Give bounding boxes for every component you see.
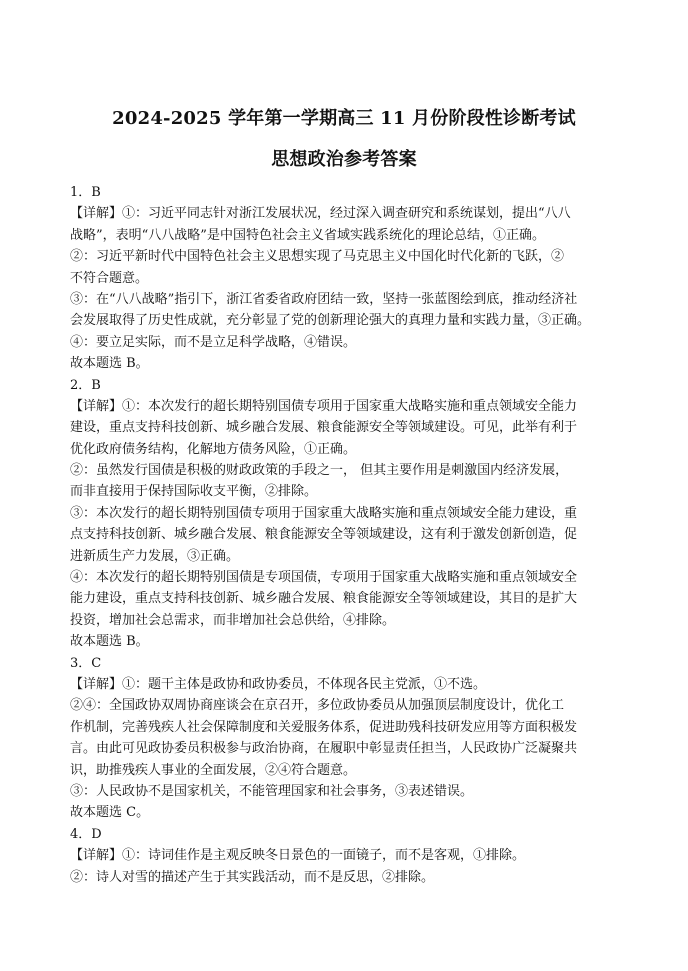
text-line: 4．D	[70, 826, 102, 842]
text-line: 言。由此可见政协委员积极参与政治协商，在履职中彰显责任担当，人民政协广泛凝聚共	[70, 741, 578, 757]
text-line: 故本题选 B。	[70, 356, 149, 372]
text-line: 不符合题意。	[70, 270, 149, 286]
text-line: 【详解】①：题干主体是政协和政协委员，不体现各民主党派，①不选。	[70, 676, 487, 692]
text-line: 进新质生产力发展，③正确。	[70, 548, 240, 564]
text-line: 识，助推残疾人事业的全面发展，②④符合题意。	[70, 762, 357, 778]
text-line: 1．B	[70, 185, 101, 200]
text-line: 而非直接用于保持国际收支平衡，②排除。	[70, 484, 318, 500]
text-line: ④：本次发行的超长期特别国债是专项国债，专项用于国家重大战略实施和重点领域安全	[70, 570, 578, 586]
text-line: 【详解】①：本次发行的超长期特别国债专项用于国家重大战略实施和重点领域安全能力	[70, 398, 578, 414]
page-title: 2024-2025 学年第一学期高三 11 月份阶段性诊断考试	[112, 108, 576, 129]
text-line: ②：诗人对雪的描述产生于其实践活动，而不是反思，②排除。	[70, 869, 435, 885]
text-line: 2．B	[70, 377, 101, 393]
text-line: 故本题选 C。	[70, 805, 150, 821]
text-line: 【详解】①：习近平同志针对浙江发展状况，经过深入调查研究和系统谋划，提出“八八	[70, 206, 571, 222]
text-line: 能力建设，重点支持科技创新、城乡融合发展、粮食能源安全等领域建设，其目的是扩大	[70, 591, 578, 607]
text-line: ③：本次发行的超长期特别国债专项用于国家重大战略实施和重点领域安全能力建设，重	[70, 505, 578, 521]
text-line: ③：人民政协不是国家机关，不能管理国家和社会事务，③表述错误。	[70, 783, 474, 799]
text-line: ②：习近平新时代中国特色社会主义思想实现了马克思主义中国化时代化新的飞跃，②	[70, 249, 565, 265]
text-line: 【详解】①：诗词佳作是主观反映冬日景色的一面镜子，而不是客观，①排除。	[70, 848, 526, 864]
text-line: ②：虽然发行国债是积极的财政政策的手段之一， 但其主要作用是刺激国内经济发展，	[70, 463, 569, 479]
text-line: 会发展取得了历史性成就，充分彰显了党的创新理论强大的真理力量和实践力量，③正确。	[70, 313, 591, 329]
text-line: 建设，重点支持科技创新、城乡融合发展、粮食能源安全等领域建设。可见，此举有利于	[70, 420, 578, 436]
text-line: 3．C	[70, 655, 102, 671]
text-line: ④：要立足实际，而不是立足科学战略，④错误。	[70, 334, 357, 350]
text-line: ②④：全国政协双周协商座谈会在京召开，多位政协委员从加强顶层制度设计，优化工	[70, 698, 565, 714]
text-line: 作机制，完善残疾人社会保障制度和关爱服务体系，促进助残科技研发应用等方面积极发	[70, 719, 578, 735]
text-line: ③：在“八八战略”指引下，浙江省委省政府团结一致，坚持一张蓝图绘到底，推动经济社	[70, 291, 578, 307]
answer-content	[70, 182, 630, 888]
text-line: 故本题选 B。	[70, 634, 149, 650]
text-line: 点支持科技创新、城乡融合发展、粮食能源安全等领域建设，这有利于激发创新创造，促	[70, 527, 578, 543]
page-subtitle: 思想政治参考答案	[271, 149, 417, 170]
text-line: 优化政府债务结构，化解地方债务风险，①正确。	[70, 441, 357, 457]
text-line: 投资，增加社会总需求，而非增加社会总供给，④排除。	[70, 612, 396, 628]
text-line: 战略”，表明“八八战略”是中国特色社会主义省域实践系统化的理论总结，①正确。	[70, 227, 545, 243]
